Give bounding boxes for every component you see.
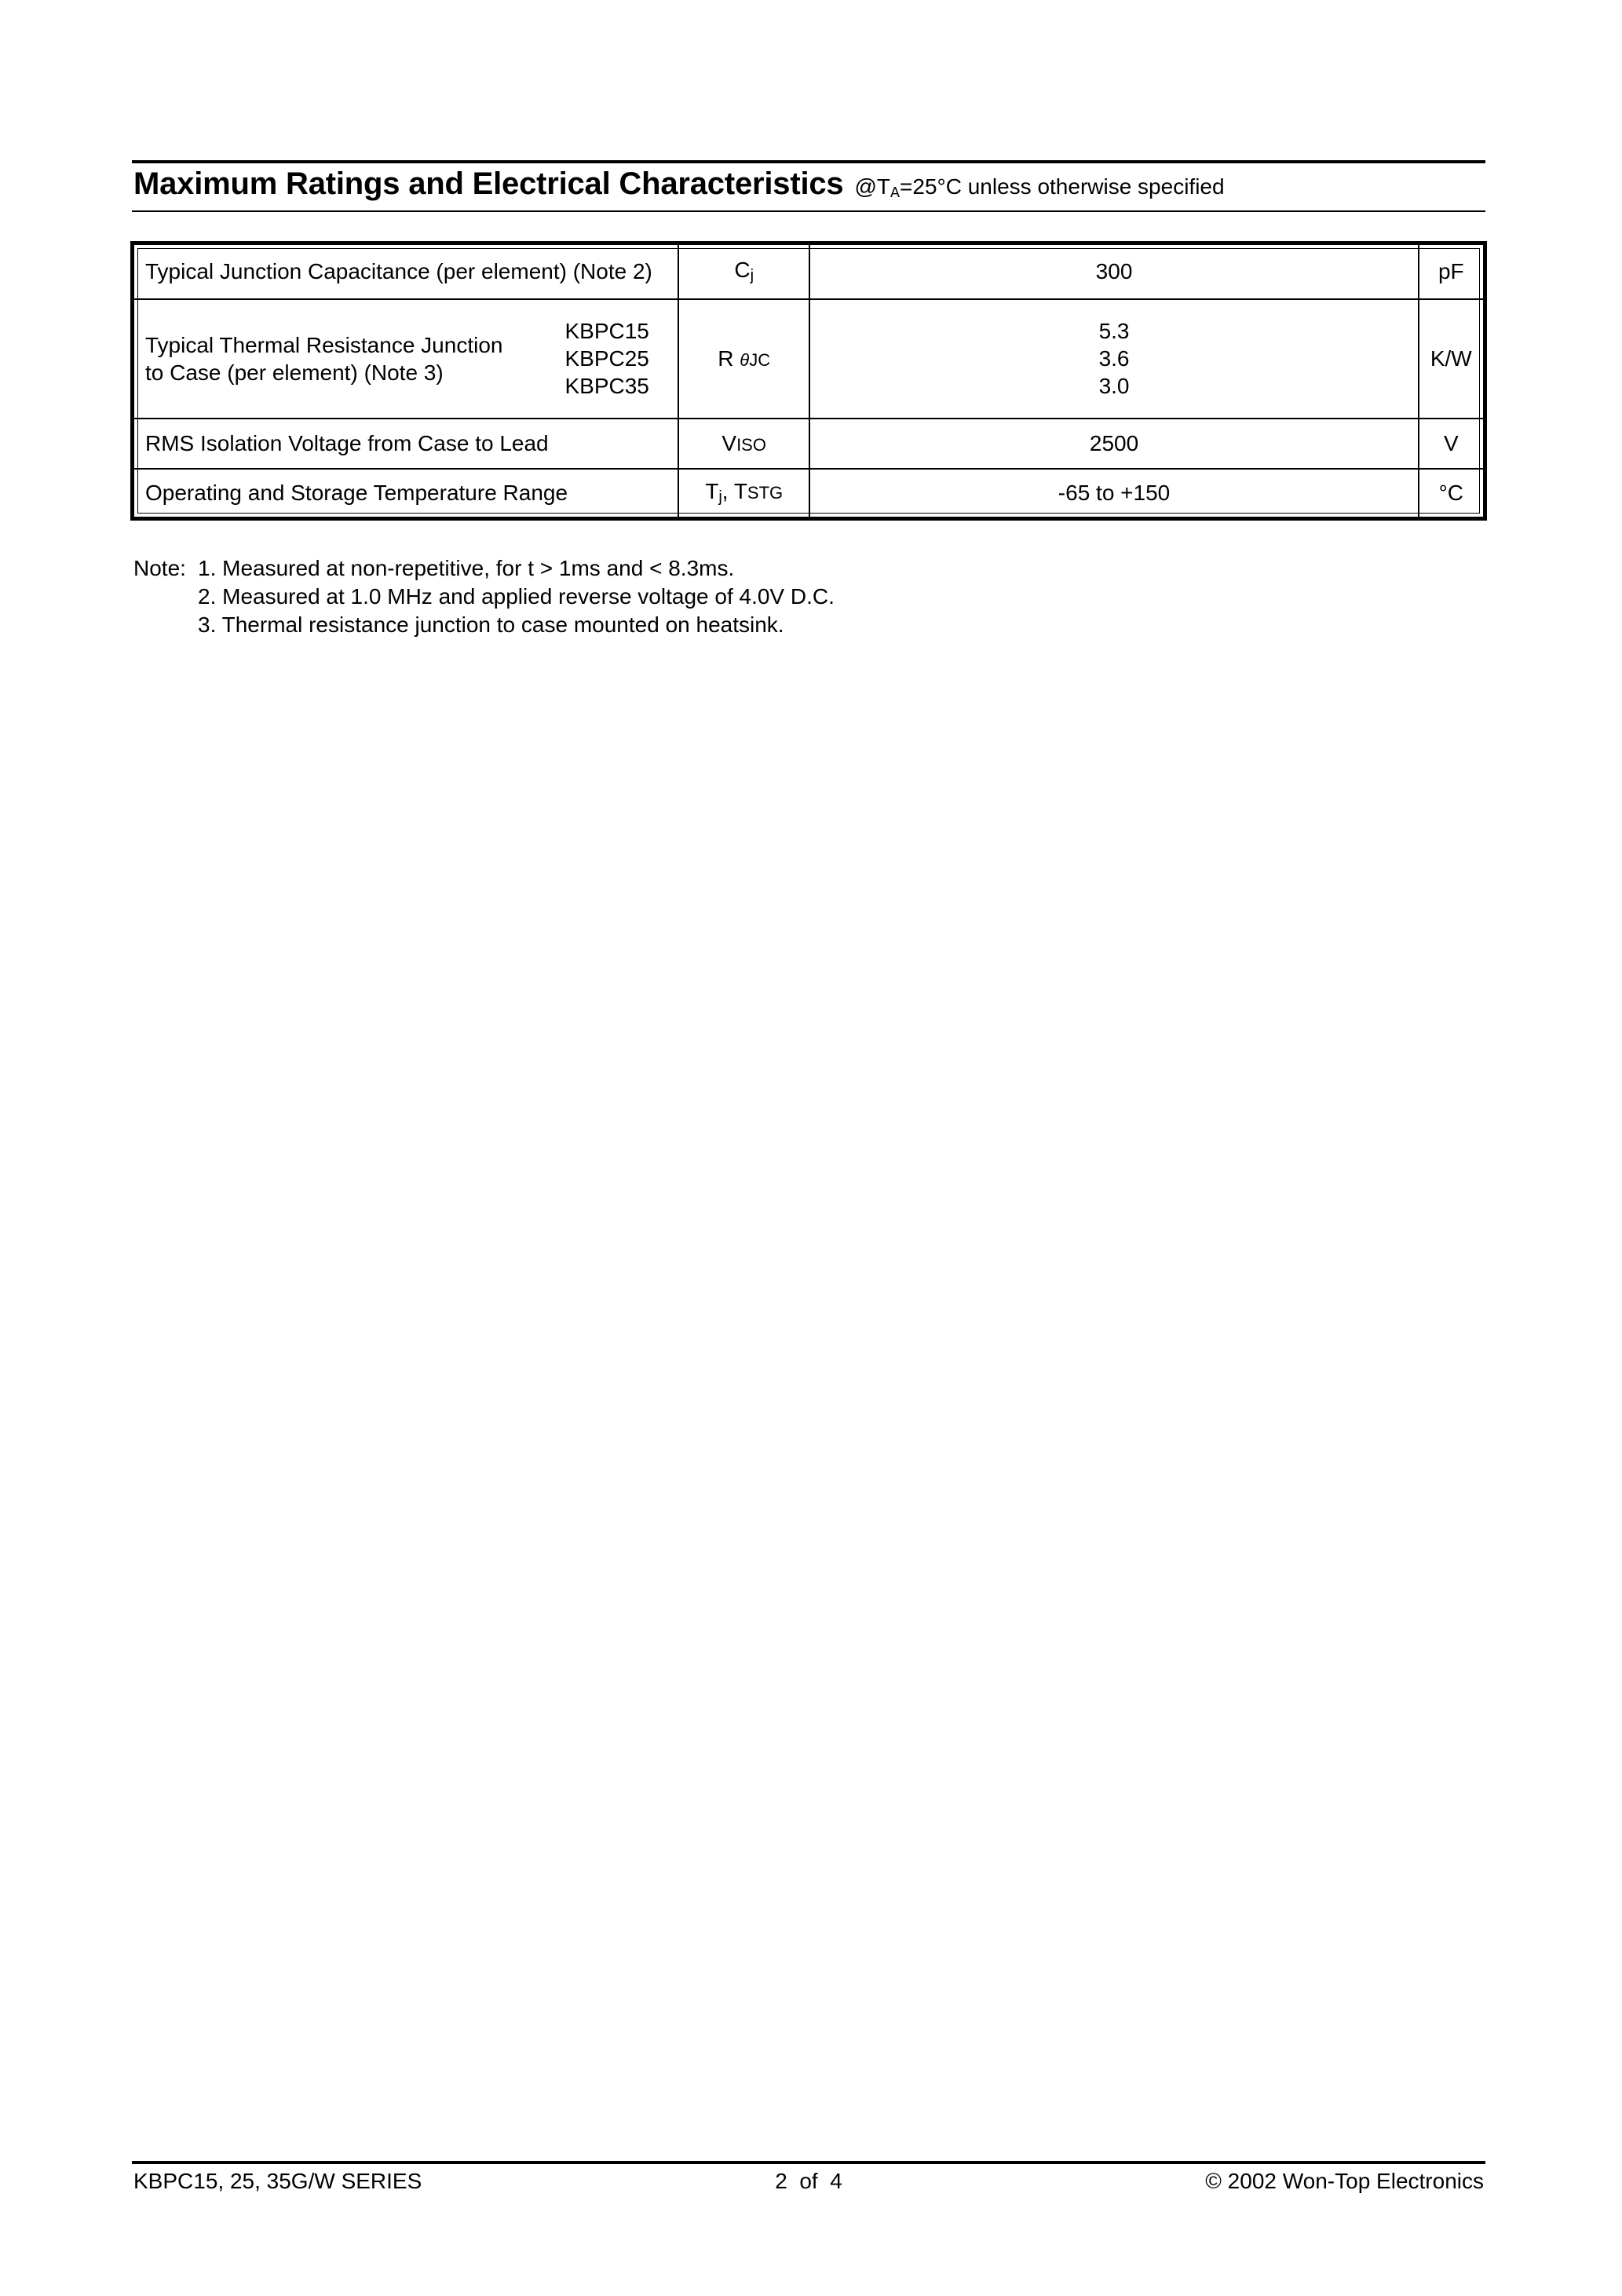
- model-label: KBPC15: [564, 319, 649, 343]
- symbol-cell: $C_j$: [678, 243, 810, 299]
- symbol-cell: $T_j$, TSTG: [678, 469, 810, 519]
- table-row: [133, 469, 1485, 519]
- characteristic-cell: [133, 299, 678, 419]
- page-footer: [133, 2169, 1484, 2194]
- characteristic-line: to Case (per element) (Note 3): [145, 360, 444, 385]
- section-header: [133, 166, 1484, 207]
- note-item: 2. Measured at 1.0 MHz and applied reverse voltage of 4.0V D.C.: [198, 584, 835, 609]
- symbol-cell: VISO: [678, 419, 810, 469]
- value-cell: 2500: [809, 419, 1418, 469]
- characteristic-cell: Operating and Storage Temperature Range: [133, 469, 678, 519]
- notes-label: Note:: [133, 556, 186, 580]
- characteristic-cell: RMS Isolation Voltage from Case to Lead: [133, 419, 678, 469]
- characteristic-cell: Typical Junction Capacitance (per element) (Note 2): [133, 243, 678, 299]
- footer-rule: [132, 2161, 1485, 2164]
- value-line: 3.6: [1098, 346, 1130, 371]
- value-line: 3.0: [1098, 374, 1130, 398]
- notes: [133, 554, 835, 639]
- section-title: Maximum Ratings and Electrical Characteristics: [133, 166, 844, 201]
- table-row: [133, 419, 1485, 469]
- value-cell: 300: [809, 243, 1418, 299]
- table-row: [133, 299, 1485, 419]
- table-row: [133, 243, 1485, 299]
- characteristic-line: Typical Thermal Resistance Junction: [145, 332, 503, 357]
- title-underline: [132, 210, 1485, 212]
- value-cell: -65 to +150: [809, 469, 1418, 519]
- unit-cell: pF: [1419, 243, 1485, 299]
- top-rule: [132, 160, 1485, 163]
- unit-cell: K/W: [1419, 299, 1485, 419]
- symbol-cell: R θJC: [678, 299, 810, 419]
- page-number: 2 of 4: [775, 2169, 842, 2193]
- note-item: 3. Thermal resistance junction to case mounted on heatsink.: [198, 612, 784, 637]
- ratings-table: [130, 241, 1487, 521]
- footer-copyright: © 2002 Won-Top Electronics: [1205, 2169, 1484, 2193]
- value-line: 5.3: [1098, 319, 1130, 343]
- note-item: 1. Measured at non-repetitive, for t > 1ms and < 8.3ms.: [198, 556, 735, 580]
- footer-series: KBPC15, 25, 35G/W SERIES: [133, 2169, 422, 2193]
- unit-cell: °C: [1419, 469, 1485, 519]
- unit-cell: V: [1419, 419, 1485, 469]
- test-condition: $@T_A=25^\circ C$ unless otherwise specified: [854, 174, 1225, 200]
- model-label: KBPC35: [564, 374, 649, 398]
- value-cell: [809, 299, 1418, 419]
- model-label: KBPC25: [564, 346, 649, 371]
